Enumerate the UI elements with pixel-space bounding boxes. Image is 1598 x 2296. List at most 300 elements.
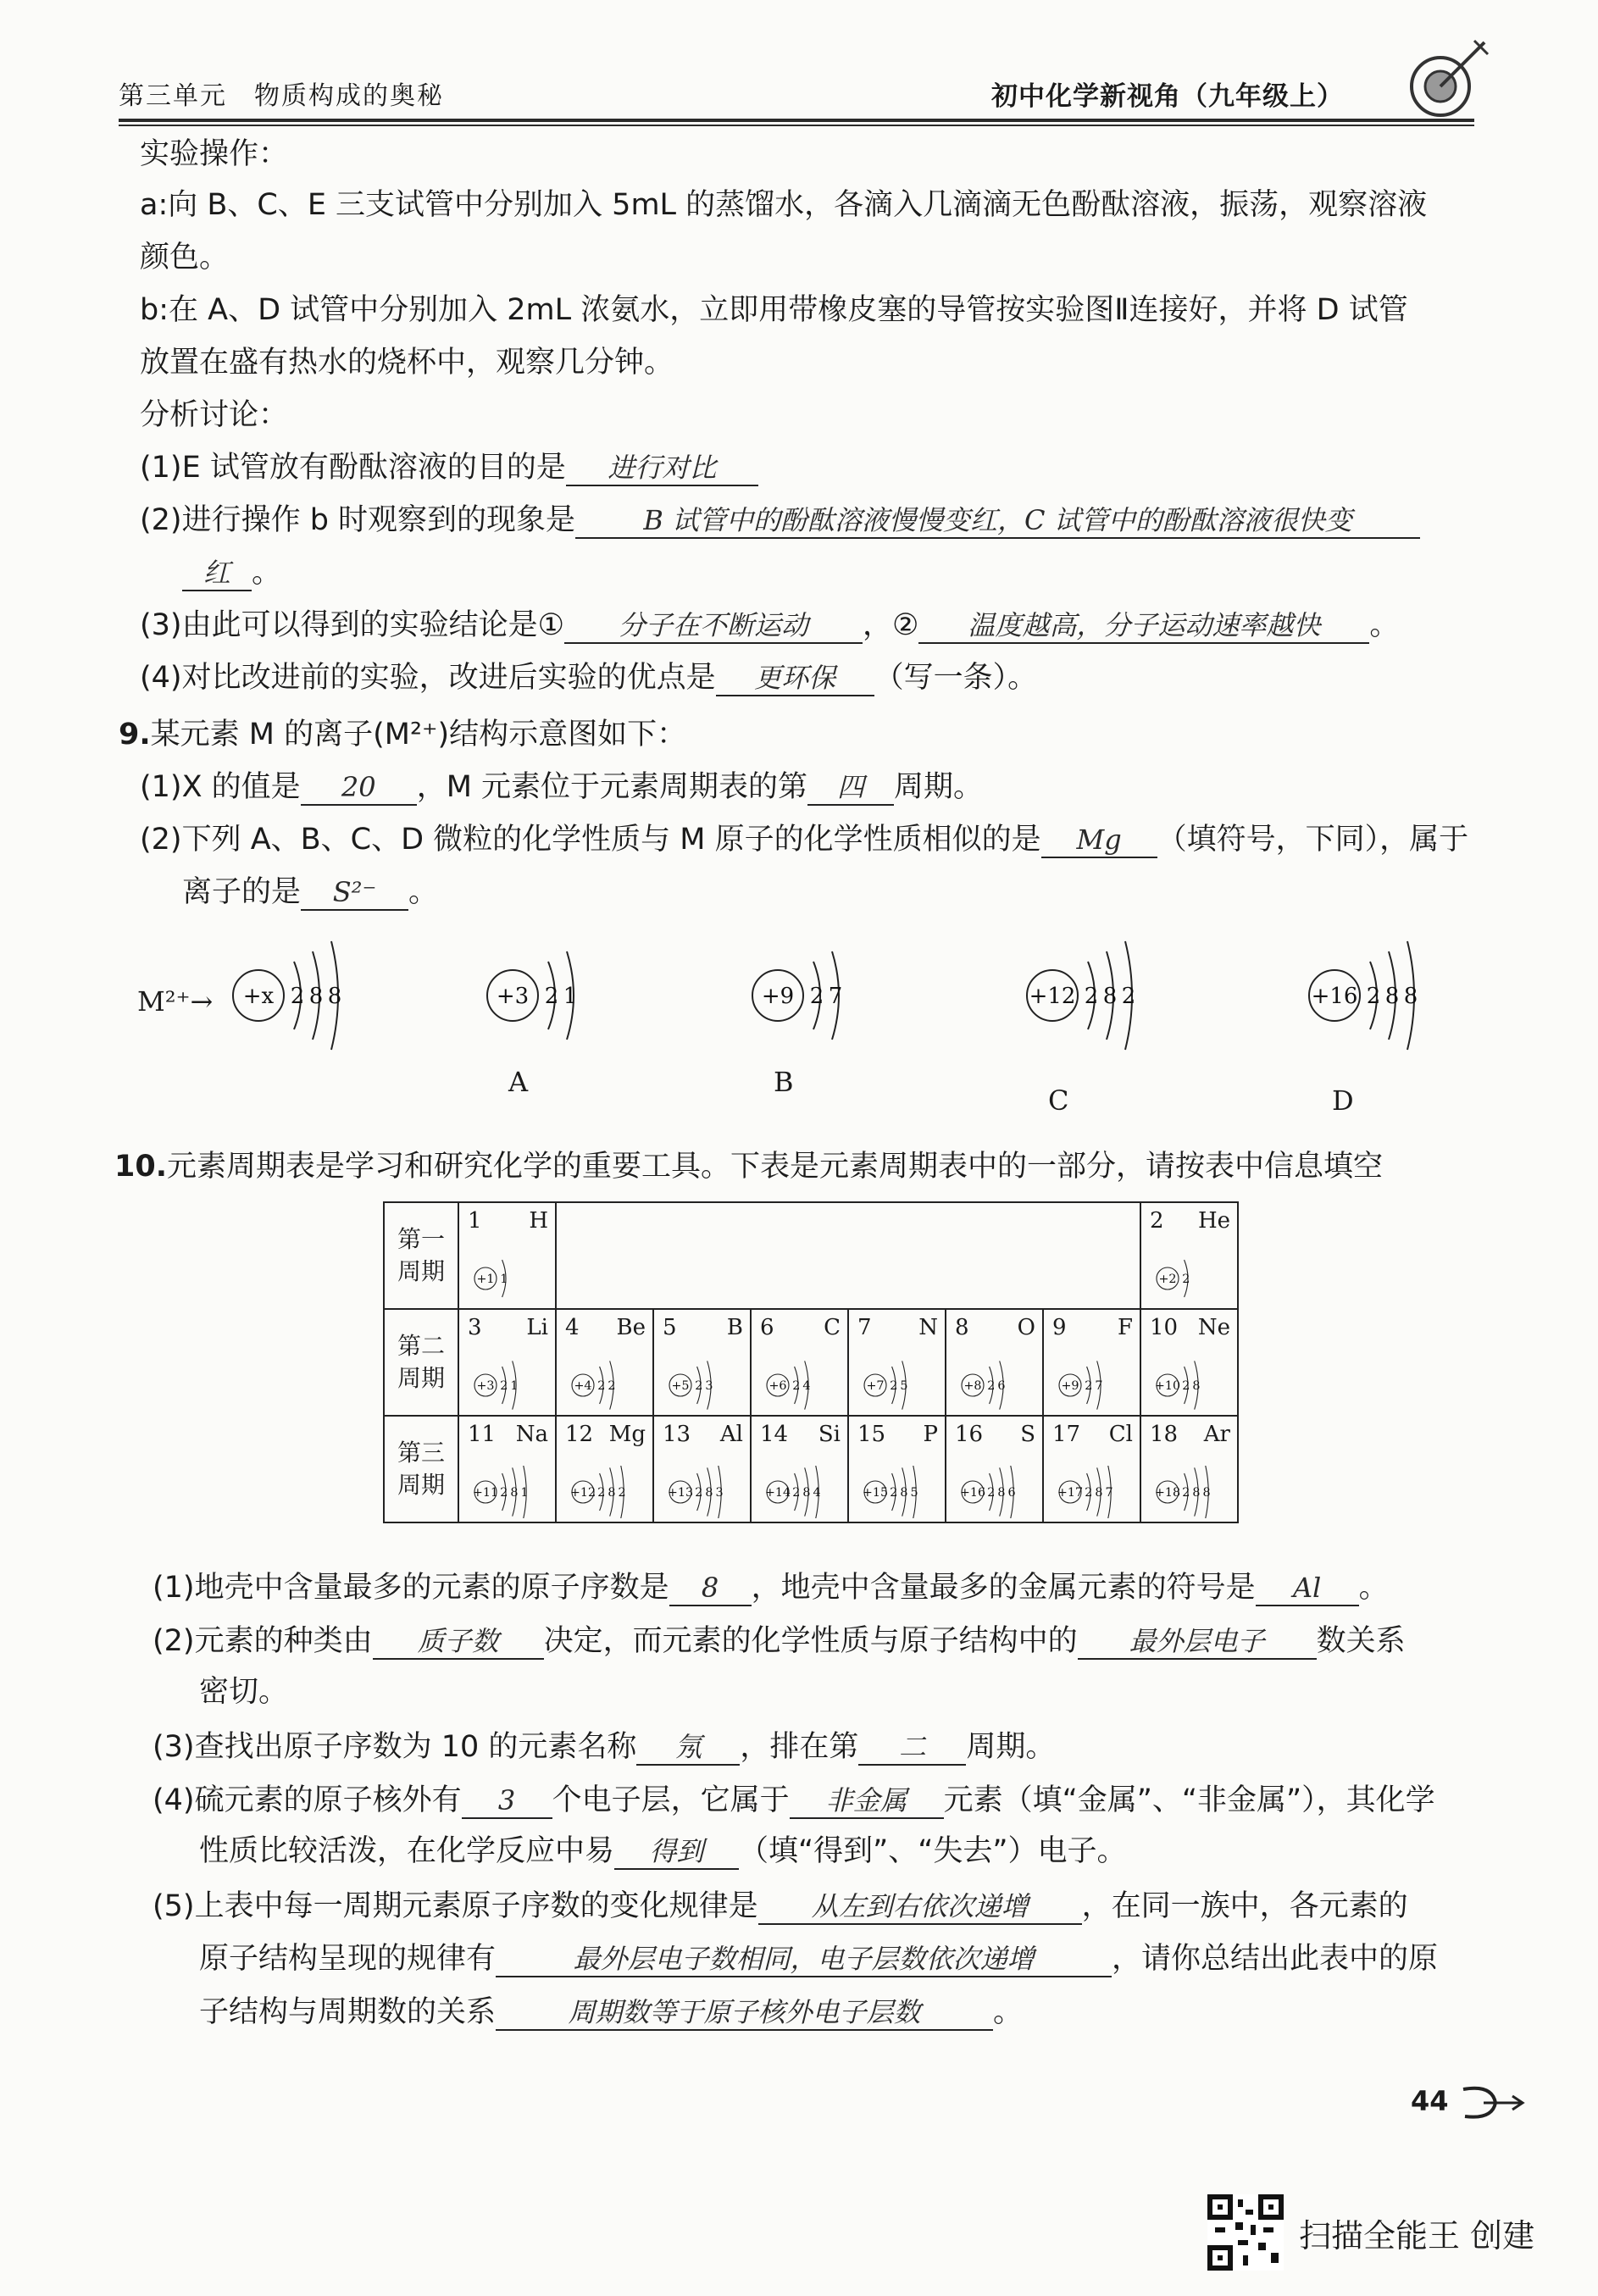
q10-s2-answer-2: 最外层电子 — [1078, 1624, 1317, 1660]
atomic-number: 16 — [955, 1422, 984, 1447]
q10-s3-text: (3)查找出原子序数为 10 的元素名称 — [153, 1730, 637, 1764]
diagram-label-c: C — [1048, 1084, 1069, 1117]
shell-electron-count: 7 — [1095, 1378, 1103, 1393]
q10-s1-answer-number: 8 — [669, 1571, 752, 1606]
element-symbol: P — [923, 1422, 938, 1447]
diagram-label-b: B — [774, 1066, 794, 1098]
q3-answer-2: 温度越高，分子运动速率越快 — [918, 608, 1369, 644]
period-label-line1: 第二 — [397, 1332, 445, 1360]
element-header — [1141, 1417, 1237, 1447]
q3-end: 。 — [1369, 608, 1400, 642]
q10-s5-text2: ，在同一族中，各元素的 — [1081, 1889, 1408, 1923]
nucleus-charge: +x — [242, 984, 275, 1009]
element-symbol: Ne — [1197, 1315, 1230, 1340]
element-symbol: S — [1020, 1422, 1035, 1447]
q9-diagram-1-atom — [487, 951, 577, 1040]
atomic-number: 12 — [565, 1422, 594, 1447]
q9-p1-text: (1)X 的值是 — [140, 770, 301, 804]
watermark-text: 扫描全能王 创建 — [1299, 2216, 1535, 2254]
q9-p2-answer-similar: Mg — [1041, 823, 1157, 858]
atom-structure-diagram — [471, 1359, 552, 1411]
shell-electron-count: 8 — [1102, 984, 1118, 1009]
element-symbol: H — [529, 1208, 548, 1234]
element-symbol: Mg — [608, 1422, 646, 1447]
element-header — [654, 1417, 750, 1447]
element-cell — [848, 1416, 946, 1522]
element-header — [557, 1417, 652, 1447]
q10-s1-answer-symbol: Al — [1256, 1571, 1359, 1606]
q9-part2-cont — [182, 873, 438, 911]
q10-sub5-cont — [199, 1940, 1438, 1977]
nucleus-charge: +10 — [1154, 1378, 1181, 1393]
question-1 — [140, 449, 758, 486]
cell-Ar-atom — [1155, 1466, 1211, 1518]
header-rule-thin — [119, 125, 1474, 126]
element-header — [557, 1310, 652, 1340]
shell-electron-count: 2 — [1182, 1485, 1190, 1500]
shell-electron-count: 2 — [1182, 1272, 1190, 1286]
q3-text: (3)由此可以得到的实验结论是① — [140, 608, 564, 642]
q10-s2-answer-1: 质子数 — [373, 1624, 544, 1660]
element-cell — [946, 1416, 1043, 1522]
q10-s4-text3: 元素（填“金属”、“非金属”），其化学 — [943, 1783, 1435, 1817]
nucleus-charge: +8 — [963, 1378, 982, 1393]
atomic-number: 18 — [1150, 1422, 1179, 1447]
q10-sub3 — [153, 1728, 1055, 1766]
cell-H-atom — [474, 1260, 508, 1297]
atom-structure-diagram — [861, 1466, 941, 1518]
scanner-watermark — [1207, 2194, 1534, 2271]
q10-s4-text2: 个电子层，它属于 — [552, 1783, 790, 1817]
shell-electron-count: 2 — [987, 1485, 996, 1500]
shell-electron-count: 6 — [1007, 1485, 1016, 1500]
cell-N-atom — [864, 1361, 907, 1409]
question-3 — [140, 607, 1399, 644]
q10-s5-text4: ，请你总结出此表中的原 — [1112, 1942, 1439, 1976]
element-symbol: O — [1017, 1315, 1035, 1340]
q10-s5-answer-1: 从左到右依次递增 — [758, 1889, 1082, 1925]
nucleus-charge: +7 — [866, 1378, 885, 1393]
shell-electron-count: 2 — [618, 1485, 626, 1500]
nucleus-charge: +18 — [1154, 1485, 1181, 1500]
element-symbol: Ar — [1203, 1422, 1230, 1447]
shell-electron-count: 3 — [715, 1485, 724, 1500]
atom-structure-diagram — [1056, 1466, 1136, 1518]
shell-electron-count: 4 — [813, 1485, 821, 1500]
atom-structure-diagram — [471, 1252, 552, 1305]
q1-answer: 进行对比 — [566, 451, 758, 486]
period-label-line2: 周期 — [397, 1364, 445, 1392]
element-header — [459, 1310, 555, 1340]
q10-s1-end: 。 — [1358, 1571, 1389, 1605]
page-number-text: 44 — [1411, 2085, 1449, 2117]
atom-structure-diagram — [1056, 1359, 1136, 1411]
cell-Na-atom — [473, 1466, 529, 1518]
element-symbol: N — [918, 1315, 938, 1340]
shell-electron-count: 1 — [563, 984, 578, 1009]
atomic-number: 3 — [468, 1315, 482, 1340]
element-symbol: B — [726, 1315, 743, 1340]
ion-label: M²⁺→ — [137, 985, 214, 1018]
q10-s3-answer-period: 二 — [858, 1730, 966, 1766]
nucleus-charge: +12 — [1029, 984, 1076, 1009]
shell-electron-count: 8 — [327, 984, 342, 1009]
element-cell — [1140, 1202, 1238, 1309]
q10-s2-text: (2)元素的种类由 — [153, 1624, 373, 1658]
shell-electron-count: 8 — [1192, 1378, 1201, 1393]
nucleus-charge: +12 — [569, 1485, 596, 1500]
cell-Mg-atom — [570, 1466, 626, 1518]
nucleus-charge: +3 — [496, 984, 530, 1009]
q9-p2-answer-ion: S²⁻ — [301, 875, 408, 911]
cell-Li-atom — [474, 1361, 518, 1409]
atom-structure-diagram — [569, 1359, 649, 1411]
shell-electron-count: 8 — [608, 1485, 616, 1500]
period-row-1 — [384, 1202, 1238, 1309]
qr-code-icon — [1207, 2194, 1284, 2271]
step-b-line1: b:在 A、D 试管中分别加入 2mL 浓氨水，立即用带橡皮塞的导管按实验图Ⅱ连接好，并将 D 试管 — [140, 293, 1408, 327]
step-a-line2: 颜色。 — [140, 241, 230, 275]
q3-answer-1: 分子在不断运动 — [564, 608, 863, 644]
question-4 — [140, 659, 1037, 696]
q10-s1-text2: ，地壳中含量最多的金属元素的符号是 — [751, 1571, 1256, 1605]
atom-structure-diagram — [1153, 1252, 1234, 1305]
cell-B-atom — [669, 1361, 713, 1409]
nucleus-charge: +13 — [667, 1485, 694, 1500]
cell-O-atom — [962, 1361, 1005, 1409]
shell-electron-count: 2 — [597, 1485, 606, 1500]
shell-electron-count: 8 — [1192, 1485, 1201, 1500]
shell-electron-count: 7 — [1105, 1485, 1113, 1500]
element-symbol: Li — [526, 1315, 548, 1340]
element-cell — [1140, 1416, 1238, 1522]
element-cell — [653, 1309, 751, 1416]
q9-p1-answer-x: 20 — [301, 770, 417, 806]
element-symbol: Si — [818, 1422, 841, 1447]
atomic-number: 5 — [663, 1315, 677, 1340]
element-cell — [653, 1416, 751, 1522]
question-2-cont — [182, 554, 281, 591]
q2-text: (2)进行操作 b 时观察到的现象是 — [140, 503, 576, 537]
atom-structure-diagram — [471, 1466, 552, 1518]
shell-electron-count: 2 — [1084, 984, 1099, 1009]
q10-s1-text: (1)地壳中含量最多的元素的原子序数是 — [153, 1571, 669, 1605]
shell-electron-count: 8 — [997, 1485, 1006, 1500]
cell-He-atom — [1157, 1260, 1190, 1297]
shell-electron-count: 8 — [705, 1485, 713, 1500]
q10-s4-text4: 性质比较活泼，在化学反应中易 — [199, 1834, 615, 1868]
atomic-number: 2 — [1150, 1208, 1164, 1234]
q9-diagram-3-atom — [1027, 941, 1135, 1050]
period-row-3 — [384, 1416, 1238, 1522]
q4-answer: 更环保 — [716, 661, 874, 696]
step-b-line2: 放置在盛有热水的烧杯中，观察几分钟。 — [140, 346, 674, 380]
nucleus-charge: +14 — [764, 1485, 791, 1500]
shell-electron-count: 8 — [510, 1485, 519, 1500]
empty-gap — [556, 1202, 1140, 1309]
shell-electron-count: 2 — [500, 1378, 508, 1393]
period-label-line1: 第三 — [397, 1439, 445, 1467]
element-header — [459, 1203, 555, 1234]
analysis-heading: 分析讨论： — [140, 398, 289, 432]
atomic-number: 9 — [1052, 1315, 1067, 1340]
element-header — [752, 1417, 847, 1447]
shell-electron-count: 1 — [510, 1378, 519, 1393]
shell-electron-count: 4 — [802, 1378, 811, 1393]
atomic-number: 7 — [857, 1315, 872, 1340]
shell-electron-count: 2 — [695, 1485, 703, 1500]
q10-number: 10. — [114, 1150, 168, 1184]
q10-sub5-cont2 — [199, 1994, 1023, 2031]
nucleus-charge: +16 — [959, 1485, 986, 1500]
element-header — [946, 1310, 1042, 1340]
q10-s2-text3: 数关系 — [1316, 1624, 1406, 1658]
q10-s4-text5: （填“得到”、“失去”）电子。 — [739, 1834, 1127, 1868]
element-cell — [848, 1309, 946, 1416]
element-header — [849, 1417, 945, 1447]
atom-structure-diagram — [763, 1359, 844, 1411]
shell-electron-count: 2 — [987, 1378, 996, 1393]
q10-sub1 — [153, 1569, 1389, 1606]
nucleus-charge: +16 — [1311, 984, 1358, 1009]
shell-electron-count: 1 — [500, 1272, 508, 1286]
header-book-title: 初中化学新视角（九年级上） — [991, 81, 1344, 112]
shell-electron-count: 2 — [890, 1378, 898, 1393]
q10-s3-text3: 周期。 — [966, 1730, 1056, 1764]
element-header — [1044, 1310, 1140, 1340]
element-header — [1044, 1417, 1140, 1447]
q9-title-text: 某元素 M 的离子(M²⁺)结构示意图如下： — [150, 718, 687, 751]
period-label-line1: 第一 — [397, 1225, 445, 1253]
atom-structure-diagram — [1153, 1359, 1234, 1411]
q9-part1 — [140, 768, 983, 806]
q10-s2-text2: 决定，而元素的化学性质与原子结构中的 — [543, 1624, 1078, 1658]
cell-F-atom — [1059, 1361, 1102, 1409]
shell-electron-count: 2 — [1085, 1378, 1093, 1393]
header-unit-title: 第三单元 物质构成的奥秘 — [119, 81, 444, 111]
shell-electron-count: 2 — [695, 1378, 703, 1393]
element-cell — [458, 1202, 556, 1309]
element-header — [1141, 1310, 1237, 1340]
shell-electron-count: 8 — [1403, 984, 1418, 1009]
q9-diagram-0-atom — [233, 941, 341, 1050]
atomic-structure-diagrams — [229, 932, 1432, 1127]
atom-structure-diagram — [763, 1466, 844, 1518]
q10-sub5 — [153, 1888, 1408, 1925]
page-arrow-icon — [1458, 2084, 1526, 2121]
q10-s3-text2: ，排在第 — [740, 1730, 859, 1764]
atomic-number: 11 — [468, 1422, 497, 1447]
q10-s4-text: (4)硫元素的原子核外有 — [153, 1783, 462, 1817]
q10-sub4-cont — [199, 1833, 1127, 1870]
q10-s4-answer-gain: 得到 — [614, 1834, 739, 1870]
shell-electron-count: 1 — [520, 1485, 529, 1500]
cell-Cl-atom — [1057, 1466, 1113, 1518]
cell-C-atom — [767, 1361, 810, 1409]
cell-Al-atom — [668, 1466, 724, 1518]
nucleus-charge: +9 — [1061, 1378, 1079, 1393]
element-cell — [1043, 1416, 1140, 1522]
periodic-table — [383, 1201, 1239, 1523]
atom-structure-diagram — [958, 1359, 1039, 1411]
atom-structure-diagram — [666, 1359, 746, 1411]
period-label — [384, 1202, 458, 1309]
q1-text: (1)E 试管放有酚酞溶液的目的是 — [140, 451, 566, 485]
q9-number: 9. — [119, 718, 151, 751]
shell-electron-count: 8 — [1202, 1485, 1211, 1500]
element-cell — [751, 1416, 848, 1522]
nucleus-charge: +5 — [671, 1378, 690, 1393]
element-cell — [751, 1309, 848, 1416]
cell-Ne-atom — [1155, 1361, 1201, 1409]
atomic-number: 10 — [1150, 1315, 1179, 1340]
element-header — [946, 1417, 1042, 1447]
shell-electron-count: 7 — [828, 984, 843, 1009]
element-header — [849, 1310, 945, 1340]
element-symbol: He — [1197, 1208, 1230, 1234]
q10-s5-end: 。 — [993, 1995, 1024, 2029]
q10-s5-answer-3: 周期数等于原子核外电子层数 — [496, 1995, 993, 2031]
diagram-label-a: A — [508, 1066, 529, 1098]
shell-electron-count: 2 — [1182, 1378, 1190, 1393]
atomic-number: 8 — [955, 1315, 969, 1340]
q2-answer-line2: 红 — [182, 556, 252, 591]
shell-electron-count: 2 — [1085, 1485, 1093, 1500]
element-cell — [1043, 1309, 1140, 1416]
q2-answer-line1: B 试管中的酚酞溶液慢慢变红，C 试管中的酚酞溶液很快变 — [575, 503, 1420, 539]
header-rule — [119, 119, 1474, 122]
q9-part2 — [140, 821, 1468, 858]
shell-electron-count: 6 — [997, 1378, 1006, 1393]
q9-p2-text3: 离子的是 — [182, 875, 302, 909]
shell-electron-count: 8 — [1095, 1485, 1103, 1500]
q10-sub2 — [153, 1622, 1406, 1660]
shell-electron-count: 8 — [308, 984, 324, 1009]
q10-s5-answer-2: 最外层电子数相同，电子层数依次递增 — [496, 1942, 1112, 1977]
atomic-number: 1 — [468, 1208, 482, 1234]
element-cell — [458, 1309, 556, 1416]
q9-p1-text3: 周期。 — [894, 770, 984, 804]
element-header — [752, 1310, 847, 1340]
shell-electron-count: 2 — [1121, 984, 1136, 1009]
atom-structure-diagram — [569, 1466, 649, 1518]
step-a-line1: a:向 B、C、E 三支试管中分别加入 5mL 的蒸馏水，各滴入几滴滴无色酚酞溶液，振荡，观察溶液 — [140, 188, 1428, 222]
period-label-line2: 周期 — [397, 1257, 445, 1285]
q2-end: 。 — [252, 556, 282, 590]
q9-diagram-2-atom — [752, 951, 842, 1040]
q9-p1-answer-period: 四 — [807, 770, 894, 806]
period-row-2 — [384, 1309, 1238, 1416]
element-symbol: Be — [616, 1315, 646, 1340]
q9-diagram-4-atom — [1309, 941, 1418, 1050]
experiment-heading: 实验操作： — [140, 137, 289, 171]
shell-electron-count: 3 — [705, 1378, 713, 1393]
diagram-label-d: D — [1332, 1084, 1354, 1117]
q10-s5-text5: 子结构与周期数的关系 — [199, 1995, 497, 2029]
shell-electron-count: 2 — [544, 984, 559, 1009]
q10-s5-text: (5)上表中每一周期元素原子序数的变化规律是 — [153, 1889, 758, 1923]
shell-electron-count: 8 — [900, 1485, 908, 1500]
element-cell — [458, 1416, 556, 1522]
shell-electron-count: 2 — [809, 984, 824, 1009]
shell-electron-count: 2 — [1366, 984, 1381, 1009]
shell-electron-count: 2 — [890, 1485, 898, 1500]
q9-p1-text2: ，M 元素位于元素周期表的第 — [416, 770, 808, 804]
atomic-number: 17 — [1052, 1422, 1081, 1447]
atomic-number: 6 — [760, 1315, 774, 1340]
shell-electron-count: 8 — [802, 1485, 811, 1500]
element-symbol: Cl — [1108, 1422, 1133, 1447]
element-cell — [1140, 1309, 1238, 1416]
cell-Be-atom — [572, 1361, 615, 1409]
nucleus-charge: +9 — [761, 984, 795, 1009]
shell-electron-count: 2 — [500, 1485, 508, 1500]
q10-s4-answer-type: 非金属 — [790, 1783, 944, 1819]
atomic-number: 15 — [857, 1422, 886, 1447]
cell-S-atom — [960, 1466, 1016, 1518]
q10-s3-answer-name: 氖 — [636, 1730, 740, 1766]
nucleus-charge: +2 — [1158, 1272, 1177, 1286]
period-label — [384, 1309, 458, 1416]
q9-p2-text2: （填符号，下同），属于 — [1157, 823, 1469, 857]
q10-title — [114, 1148, 1383, 1185]
atom-structure-diagram — [861, 1359, 941, 1411]
element-header — [459, 1417, 555, 1447]
nucleus-charge: +1 — [476, 1272, 495, 1286]
element-header — [1141, 1203, 1237, 1234]
nucleus-charge: +15 — [862, 1485, 889, 1500]
atom-structure-diagram — [666, 1466, 746, 1518]
cell-P-atom — [863, 1466, 918, 1518]
element-cell — [556, 1416, 653, 1522]
shell-electron-count: 5 — [900, 1378, 908, 1393]
shell-electron-count: 2 — [290, 984, 305, 1009]
q10-sub4 — [153, 1782, 1435, 1819]
q10-title-text: 元素周期表是学习和研究化学的重要工具。下表是元素周期表中的一部分，请按表中信息填空 — [167, 1150, 1384, 1184]
q10-sub2-cont: 密切。 — [199, 1675, 289, 1709]
q10-s5-text3: 原子结构呈现的规律有 — [199, 1942, 497, 1976]
atomic-number: 13 — [663, 1422, 691, 1447]
nucleus-charge: +4 — [574, 1378, 592, 1393]
period-label-line2: 周期 — [397, 1471, 445, 1499]
shell-electron-count: 2 — [792, 1378, 801, 1393]
element-symbol: Na — [515, 1422, 548, 1447]
shell-electron-count: 2 — [792, 1485, 801, 1500]
q9-p2-text: (2)下列 A、B、C、D 微粒的化学性质与 M 原子的化学性质相似的是 — [140, 823, 1041, 857]
atomic-number: 4 — [565, 1315, 580, 1340]
element-symbol: F — [1117, 1315, 1133, 1340]
question-2 — [140, 502, 1420, 539]
element-header — [654, 1310, 750, 1340]
element-cell — [556, 1309, 653, 1416]
element-symbol: C — [824, 1315, 841, 1340]
nucleus-charge: +3 — [476, 1378, 495, 1393]
q3-mid: ，② — [862, 608, 919, 642]
shell-electron-count: 2 — [608, 1378, 616, 1393]
shell-electron-count: 5 — [910, 1485, 918, 1500]
q4-text: (4)对比改进前的实验，改进后实验的优点是 — [140, 661, 716, 695]
nucleus-charge: +17 — [1057, 1485, 1084, 1500]
nucleus-charge: +6 — [768, 1378, 787, 1393]
atom-structure-diagram — [958, 1466, 1039, 1518]
q9-title — [119, 716, 686, 753]
element-symbol: Al — [719, 1422, 743, 1447]
atom-structure-diagram — [1153, 1466, 1234, 1518]
element-cell — [946, 1309, 1043, 1416]
nucleus-charge: +11 — [472, 1485, 499, 1500]
period-label — [384, 1416, 458, 1522]
shell-electron-count: 8 — [1384, 984, 1400, 1009]
